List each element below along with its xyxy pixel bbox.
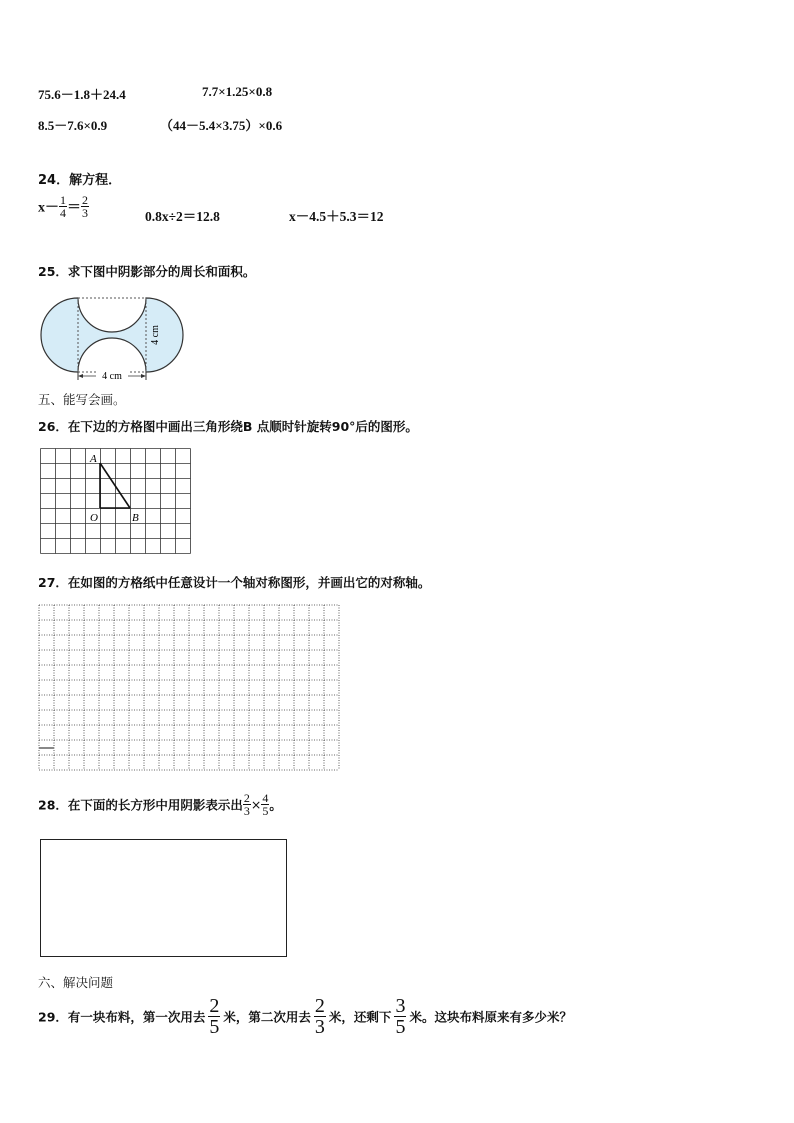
q26-grid — [40, 448, 193, 554]
q25-title: 25．求下图中阴影部分的周长和面积。 — [38, 264, 256, 279]
q28-times: × — [250, 797, 262, 812]
fraction-denominator: 3 — [243, 804, 250, 818]
fraction-denominator: 3 — [314, 1016, 325, 1038]
dotted-grid-lines — [39, 605, 339, 770]
calc-expression-3: 8.5－7.6×0.9 — [38, 118, 108, 133]
q24-eq1-equals: ＝ — [67, 200, 81, 216]
fraction-denominator: 5 — [395, 1016, 406, 1038]
q26-title: 26．在下边的方格图中画出三角形绕B 点顺时针旋转90°后的图形。 — [38, 419, 418, 434]
fraction-numerator: 4 — [262, 791, 269, 805]
arrow-left-icon — [78, 374, 83, 378]
q25-figure — [36, 292, 196, 384]
point-b-label: B — [132, 512, 139, 524]
q24-eq1-fraction-1 — [59, 194, 67, 219]
section-5-title: 五、能写会画。 — [38, 392, 126, 407]
fraction-numerator: 2 — [82, 193, 88, 207]
width-label: 4 cm — [102, 371, 122, 382]
fraction-numerator: 2 — [243, 791, 250, 805]
q29-text — [38, 996, 572, 1037]
q24-equation-2: 0.8x÷2＝12.8 — [145, 209, 220, 224]
calc-expression-1: 75.6－1.8＋24.4 — [38, 87, 126, 102]
section-6-title: 六、解决问题 — [38, 975, 114, 990]
q28-title — [38, 792, 282, 817]
fraction-denominator: 5 — [209, 1016, 220, 1038]
q24-equation-3: x－4.5＋5.3＝12 — [289, 209, 384, 224]
q24-title: 24．解方程． — [38, 173, 122, 188]
arrow-right-icon — [141, 374, 146, 378]
triangle-side-ab — [100, 463, 130, 508]
q29-part-4: 米。这块布料原来有多少米？ — [409, 1009, 572, 1025]
q27-dotted-grid — [38, 604, 341, 774]
shaded-region — [78, 292, 146, 298]
q24-equation-1 — [38, 194, 89, 219]
fraction-denominator: 5 — [262, 804, 269, 818]
grid-lines — [41, 449, 191, 554]
q29-fraction-2 — [314, 996, 326, 1037]
q28-title-suffix: 。 — [269, 797, 282, 813]
q28-title-prefix: 28．在下面的长方形中用阴影表示出 — [38, 797, 243, 813]
q29-fraction-1 — [208, 996, 220, 1037]
q29-fraction-3 — [394, 996, 406, 1037]
fraction-denominator: 3 — [82, 206, 88, 220]
shaded-region-main — [41, 298, 183, 372]
calc-expression-2: 7.7×1.25×0.8 — [202, 84, 273, 99]
q29-part-1: 29．有一块布料，第一次用去 — [38, 1009, 206, 1025]
q28-rectangle[interactable] — [40, 839, 287, 957]
point-a-label: A — [90, 453, 97, 465]
fraction-numerator: 3 — [395, 995, 406, 1017]
q24-eq1-prefix: x－ — [38, 200, 59, 216]
calc-expression-4: （44－5.4×3.75）×0.6 — [160, 118, 283, 133]
fraction-numerator: 1 — [60, 193, 66, 207]
q29-part-3: 米，还剩下 — [328, 1009, 392, 1025]
point-o-label: O — [90, 512, 98, 524]
fraction-numerator: 2 — [314, 995, 325, 1017]
q29-part-2: 米，第二次用去 — [223, 1009, 311, 1025]
q28-fraction-1 — [243, 792, 251, 817]
q24-eq1-fraction-2 — [81, 194, 89, 219]
fraction-denominator: 4 — [60, 206, 66, 220]
height-label: 4 cm — [150, 325, 161, 345]
fraction-numerator: 2 — [209, 995, 220, 1017]
q27-title: 27．在如图的方格纸中任意设计一个轴对称图形，并画出它的对称轴。 — [38, 575, 431, 590]
